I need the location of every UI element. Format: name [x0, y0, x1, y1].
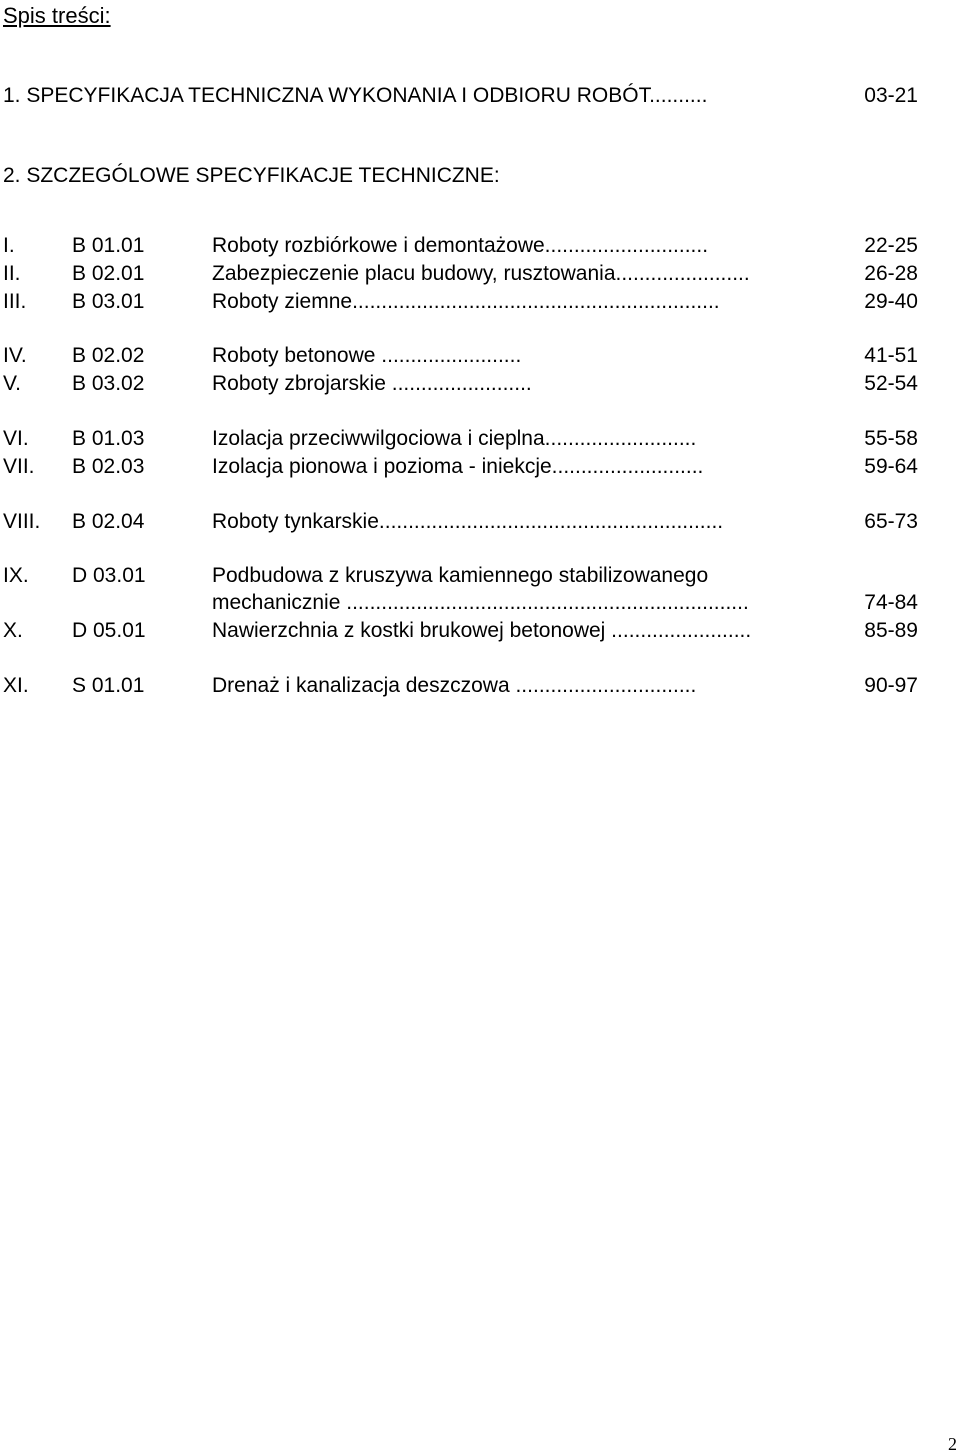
toc-row-code: B 01.03: [72, 427, 145, 450]
toc-row: [0, 232, 960, 260]
toc-row: [0, 453, 960, 481]
toc-row-title-continued: mechanicznie .....................................................................: [212, 591, 749, 614]
toc-row-pages: 29-40: [864, 290, 918, 313]
toc-row-code: B 02.02: [72, 344, 145, 367]
toc-row-code: B 03.02: [72, 372, 145, 395]
toc-row-number: VI.: [3, 427, 29, 450]
toc-row: [0, 425, 960, 453]
section-heading-1: 1. SPECYFIKACJA TECHNICZNA WYKONANIA I ODBIORU ROBÓT..........: [3, 84, 708, 107]
toc-row-code: D 03.01: [72, 564, 146, 587]
toc-row-pages: 41-51: [864, 344, 918, 367]
toc-row-code: S 01.01: [72, 674, 145, 697]
toc-row-title: Roboty zbrojarskie ........................: [212, 372, 532, 395]
toc-row: [0, 288, 960, 316]
toc-row-code: B 02.01: [72, 262, 145, 285]
toc-row: [0, 672, 960, 700]
toc-row-number: III.: [3, 290, 27, 313]
toc-row-number: VIII.: [3, 510, 41, 533]
toc-row: [0, 617, 960, 645]
toc-row: [0, 562, 960, 614]
page-title: Spis treści:: [3, 3, 111, 28]
section-heading-2: 2. SZCZEGÓLOWE SPECYFIKACJE TECHNICZNE:: [3, 164, 500, 187]
toc-row-pages: 55-58: [864, 427, 918, 450]
toc-row-title: Roboty betonowe ........................: [212, 344, 522, 367]
toc-row-title: Zabezpieczenie placu budowy, rusztowania.......................: [212, 262, 750, 285]
toc-row-pages: 65-73: [864, 510, 918, 533]
toc-row-title: Podbudowa z kruszywa kamiennego stabilizowanego: [212, 564, 709, 587]
toc-row-code: B 03.01: [72, 290, 145, 313]
toc-row-number: VII.: [3, 455, 35, 478]
toc-row-title: Izolacja pionowa i pozioma - iniekcje..........................: [212, 455, 704, 478]
toc-row: [0, 260, 960, 288]
toc-row-code: B 02.03: [72, 455, 145, 478]
page-number: 2: [948, 1434, 957, 1454]
toc-row-title: Roboty ziemne...............................................................: [212, 290, 720, 313]
toc-row-pages: 74-84: [864, 591, 918, 614]
toc-row-pages: 26-28: [864, 262, 918, 285]
toc-row-number: IX.: [3, 564, 29, 587]
toc-row-code: B 02.04: [72, 510, 145, 533]
toc-row-code: D 05.01: [72, 619, 146, 642]
toc-row-number: V.: [3, 372, 21, 395]
toc-row-pages: 59-64: [864, 455, 918, 478]
toc-row-number: II.: [3, 262, 21, 285]
toc-row: [0, 342, 960, 370]
toc-row-pages: 22-25: [864, 234, 918, 257]
toc-row-code: B 01.01: [72, 234, 145, 257]
toc-row-pages: 85-89: [864, 619, 918, 642]
toc-row-number: I.: [3, 234, 15, 257]
toc-row-number: XI.: [3, 674, 29, 697]
toc-row-title: Roboty rozbiórkowe i demontażowe............................: [212, 234, 709, 257]
section-heading-1-pages: 03-21: [864, 84, 918, 107]
toc-row-pages: 90-97: [864, 674, 918, 697]
toc-row-title: Drenaż i kanalizacja deszczowa ...............................: [212, 674, 697, 697]
toc-row-pages: 52-54: [864, 372, 918, 395]
toc-row-title: Roboty tynkarskie...........................................................: [212, 510, 724, 533]
toc-row-title: Nawierzchnia z kostki brukowej betonowej ........................: [212, 619, 752, 642]
toc-row-number: X.: [3, 619, 23, 642]
toc-row: [0, 508, 960, 536]
toc-row-number: IV.: [3, 344, 27, 367]
toc-row: [0, 370, 960, 398]
toc-row-title: Izolacja przeciwwilgociowa i cieplna..........................: [212, 427, 697, 450]
